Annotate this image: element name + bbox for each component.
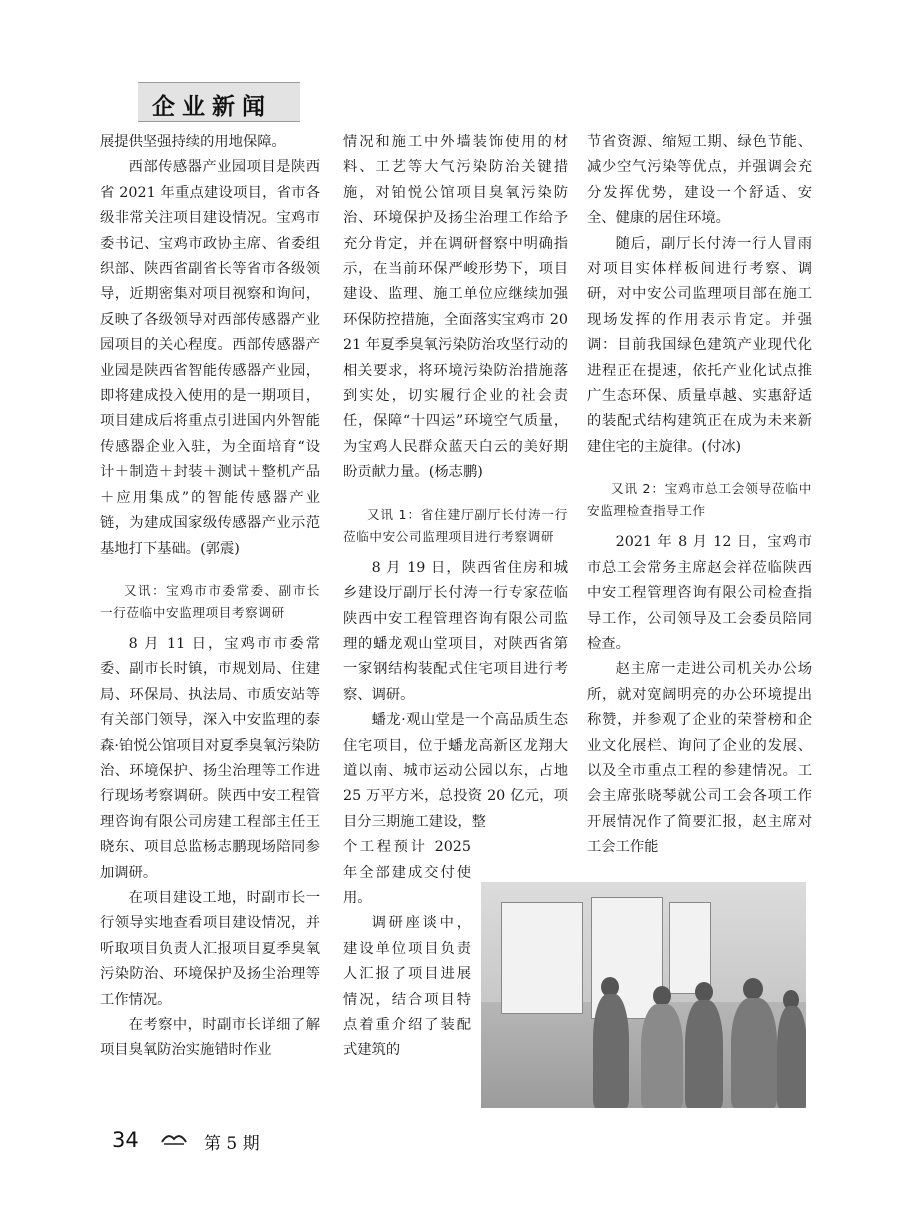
paragraph: 2021 年 8 月 12 日，宝鸡市市总工会常务主席赵会祥莅临陕西中安工程管理咨询有限公司检查指导工作，公司领导及工会委员陪同检查。 [587,534,812,652]
page-number: 34 [112,1128,139,1152]
news-subheading: 又讯 1：省住建厅副厅长付涛一行莅临中安公司监理项目进行考察调研 [343,506,568,544]
paragraph: 随后，副厅长付涛一行人冒雨对项目实体样板间进行考察、调研，对中安公司监理项目部在施工现场发挥的作用表示肯定。并强调：目前我国绿色建筑产业现代化进程正在提速，依托产业化试点推广生态环保、质量卓越、实惠舒适的装配式结构建筑正在成为未来新建住宅的主旋律。(付冰) [587,235,812,455]
person [777,1006,806,1108]
paragraph: 在考察中，时副市长详细了解项目臭氧防治实施错时作业 [100,1017,320,1059]
news-subheading: 又讯 2：宝鸡市总工会领导莅临中安监理检查指导工作 [587,481,812,519]
magazine-logo-icon [160,1130,188,1148]
paragraph: 8 月 19 日，陕西省住房和城乡建设厅副厅长付涛一行专家莅临陕西中安工程管理咨询有限公司监理的蟠龙观山堂项目，对陕西省第一家钢结构装配式住宅项目进行考察、调研。 [343,559,568,703]
person [641,1004,683,1108]
text-column-1 [100,130,320,1064]
issue-label: 第 5 期 [204,1134,260,1154]
person [731,998,777,1108]
person-head [695,982,713,1002]
person [593,994,629,1108]
paragraph: 展提供坚强持续的用地保障。 [100,134,286,150]
person-head [743,978,763,1000]
display-board [669,902,711,994]
section-title: 企业新闻 [152,94,272,120]
paragraph: 赵主席一走进公司机关办公场所，就对宽阔明亮的办公环境提出称赞，并参观了企业的荣誉榜和企业文化展栏、询问了企业的发展、以及全市重点工程的参建情况。工会主席张晓琴就公司工会各项工作开展情况作了简要汇报，赵主席对工会工作能 [587,661,812,856]
person [685,1000,723,1108]
display-board [501,902,583,1014]
paragraph: 在项目建设工地，时副市长一行领导实地查看项目建设情况，并听取项目负责人汇报项目夏季臭氧污染防治、环境保护及扬尘治理等工作情况。 [100,889,320,1008]
paragraph: 情况和施工中外墙装饰使用的材料、工艺等大气污染防治关键措施，对铂悦公馆项目臭氧污染防治、环境保护及扬尘治理工作给予充分肯定，并在调研督察中明确指示，在当前环保严峻形势下，项目建设、监理、施工单位应继续加强环保防控措施，全面落实宝鸡市 2021 年夏季臭氧污染防治攻坚行动的相关要求，将环境污染防治措施落到实处，切实履行企业的社会责任，保障“十四运”环境空气质量，为宝鸡人民群众蓝天白云的美好期盼贡献力量。(杨志鹏) [343,134,568,481]
paragraph: 个工程预计 2025 年全部建成交付使用。 [343,839,471,906]
news-subheading: 又讯：宝鸡市市委常委、副市长一行莅临中安监理项目考察调研 [100,582,320,620]
site-visit-photo [481,882,806,1108]
person-head [653,986,671,1006]
paragraph: 西部传感器产业园项目是陕西省 2021 年重点建设项目，省市各级非常关注项目建设情况。宝鸡市委书记、宝鸡市政协主席、省委组织部、陕西省副省长等省市各级领导，近期密集对项目视察和询问，反映了各级领导对西部传感器产业园项目的关心程度。西部传感器产业园是陕西省智能传感器产业园，即将建成投入使用的是一期项目，项目建成后将重点引进国内外智能传感器企业入驻，为全面培育“设计＋制造＋封装＋测试＋整机产品＋应用集成”的智能传感器产业链，为建成国家级传感器产业示范基地打下基础。(郭震) [100,159,320,557]
paragraph: 8 月 11 日，宝鸡市市委常委、副市长时镇，市规划局、住建局、环保局、执法局、市质安站等有关部门领导，深入中安监理的泰森·铂悦公馆项目对夏季臭氧污染防治、环境保护、扬尘治理等工作进行现场考察调研。陕西中安工程管理咨询有限公司房建工程部主任王晓东、项目总监杨志鹏现场陪同参加调研。 [100,635,320,881]
paragraph: 节省资源、缩短工期、绿色节能、减少空气污染等优点，并强调会充分发挥优势，建设一个舒适、安全、健康的居住环境。 [587,134,812,227]
text-column-3 [587,130,812,861]
paragraph: 调研座谈中，建设单位项目负责人汇报了项目进展情况，结合项目特点着重介绍了装配式建筑的 [343,915,471,1059]
paragraph: 蟠龙·观山堂是一个高品质生态住宅项目，位于蟠龙高新区龙翔大道以南、城市运动公园以东，占地 25 万平方米，总投资 20 亿元，项目分三期施工建设，整 [343,712,568,830]
